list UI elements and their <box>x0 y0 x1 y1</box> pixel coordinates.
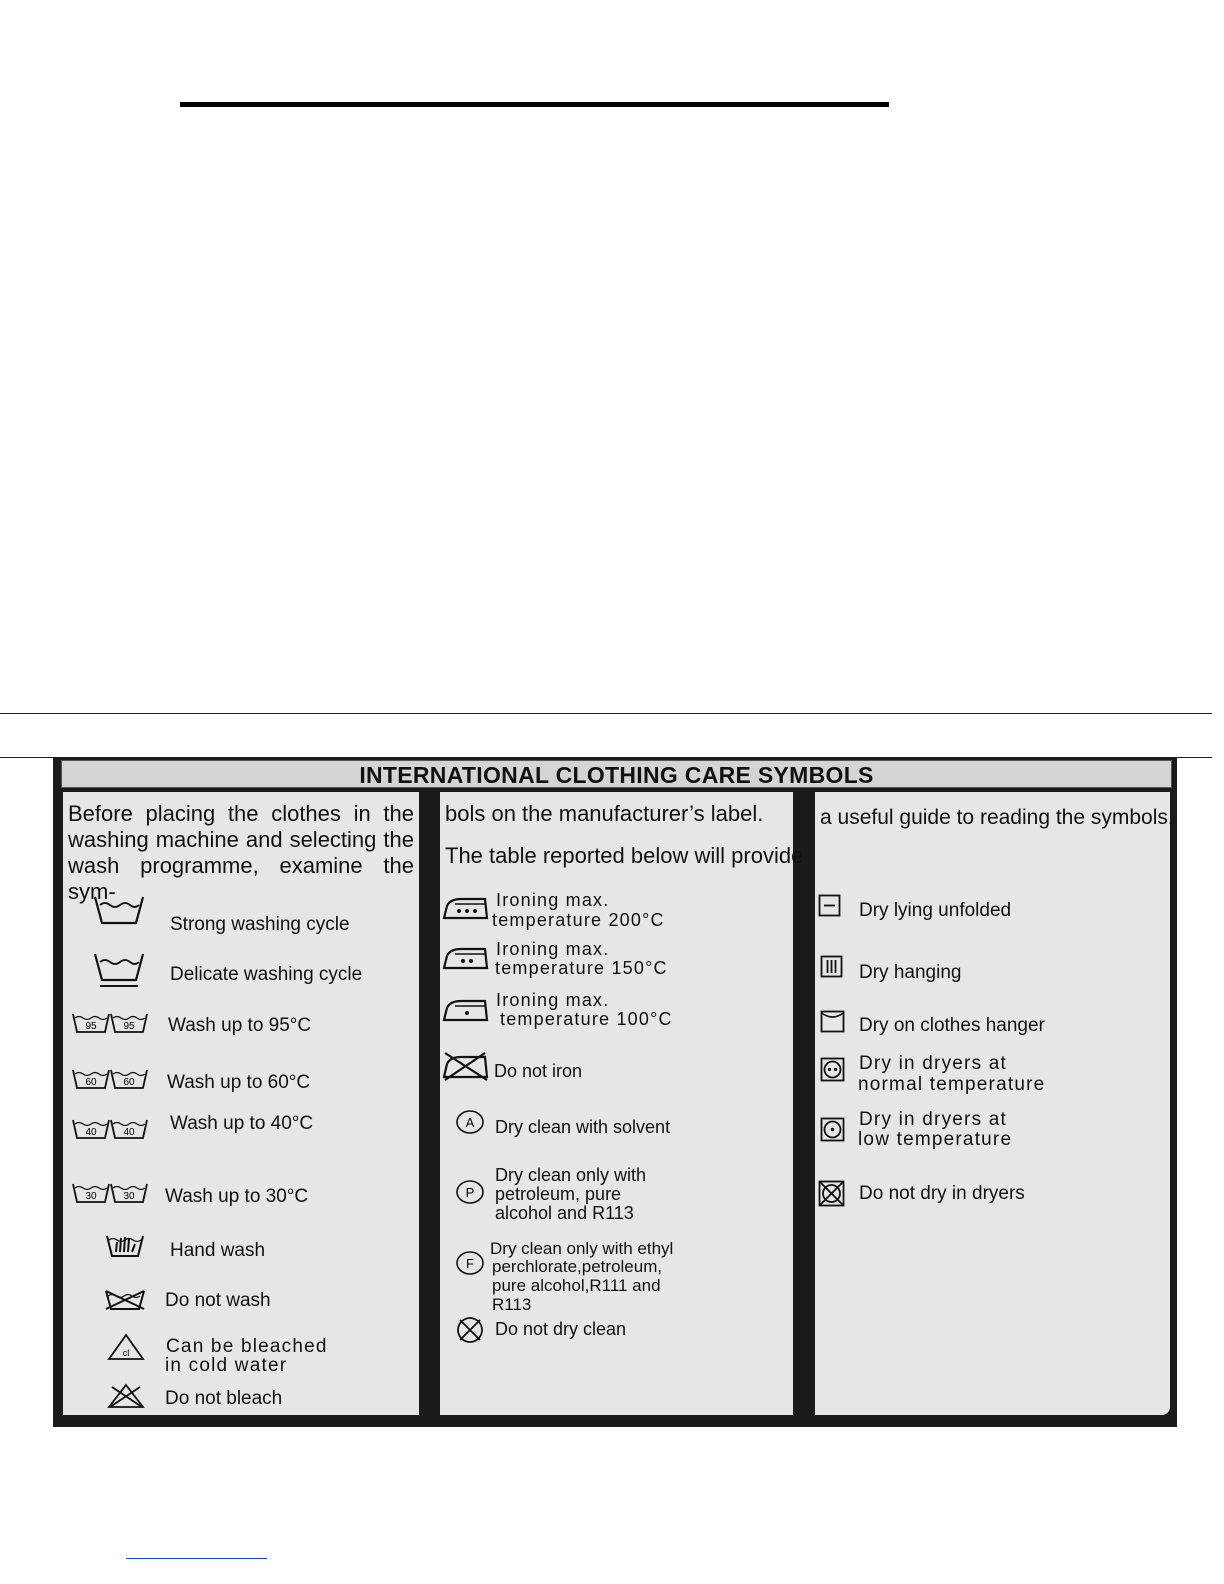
label-dry-flat: Dry lying unfolded <box>859 900 1012 921</box>
hand-wash-icon <box>105 1230 145 1260</box>
label-delicate-wash: Delicate washing cycle <box>170 964 363 985</box>
panel-title: INTERNATIONAL CLOTHING CARE SYMBOLS <box>61 760 1172 788</box>
label-dry-clean-ethyl: Dry clean only with ethyl <box>490 1239 674 1258</box>
label-iron-200: temperature 200°C <box>492 910 665 930</box>
temp-mark: 30 <box>123 1191 135 1202</box>
temp-mark: 40 <box>123 1127 135 1138</box>
label-wash-95: Wash up to 95°C <box>168 1015 312 1036</box>
do-not-dry-clean-icon <box>455 1316 485 1344</box>
label-dry-clean-petroleum: Dry clean only with <box>495 1165 647 1185</box>
tumble-dry-low-icon <box>820 1117 846 1143</box>
label-bleach-cold: Can be bleached <box>166 1336 328 1357</box>
temp-mark: 95 <box>123 1021 135 1032</box>
dry-hanger-icon <box>820 1010 846 1034</box>
iron-150-icon <box>441 945 489 971</box>
label-hand-wash: Hand wash <box>170 1240 266 1261</box>
tumble-dry-normal-icon <box>820 1057 846 1083</box>
temp-mark: 60 <box>85 1077 97 1088</box>
temp-mark: 95 <box>85 1021 97 1032</box>
wash-40-icon <box>72 1118 148 1140</box>
label-iron-100: Ironing max. <box>496 990 610 1010</box>
do-not-bleach-icon <box>106 1383 146 1409</box>
dry-clean-mark: P <box>465 1185 475 1200</box>
label-dryer-normal: Dry in dryers at <box>859 1053 1008 1074</box>
dry-clean-mark: A <box>465 1115 475 1130</box>
label-do-not-tumble-dry: Do not dry in dryers <box>859 1183 1025 1204</box>
header-rule <box>180 102 889 107</box>
temp-mark: 60 <box>123 1077 135 1088</box>
label-dry-clean-solvent: Dry clean with solvent <box>495 1117 671 1137</box>
label-iron-150: Ironing max. <box>496 939 610 959</box>
intro-text: Before placing the clothes in the washing machine and selecting the wash programme, examine the sym- <box>68 801 414 904</box>
iron-200-icon <box>441 895 489 921</box>
column-drying <box>815 792 1170 1415</box>
do-not-wash-icon <box>103 1288 147 1312</box>
intro-text: The table reported below will provide <box>445 843 804 868</box>
dry-clean-p-icon <box>456 1179 486 1205</box>
label-dryer-low: Dry in dryers at <box>859 1109 1008 1130</box>
label-strong-wash: Strong washing cycle <box>170 914 350 935</box>
label-iron-100: temperature 100°C <box>500 1009 673 1029</box>
dry-clean-a-icon <box>456 1109 486 1135</box>
label-dryer-low: low temperature <box>858 1129 1013 1150</box>
label-dry-clean-ethyl: perchlorate,petroleum, <box>492 1257 663 1276</box>
do-not-tumble-dry-icon <box>818 1180 846 1208</box>
bleach-triangle-icon <box>107 1333 145 1361</box>
divider-line <box>0 713 1212 714</box>
dry-clean-f-icon <box>456 1250 486 1276</box>
label-do-not-wash: Do not wash <box>165 1290 271 1311</box>
wash-60-icon <box>72 1068 148 1090</box>
intro-text: bols on the manufacturer’s label. <box>445 801 764 826</box>
wash-tub-icon <box>92 893 146 927</box>
label-iron-200: Ironing max. <box>496 890 610 910</box>
temp-mark: 40 <box>85 1127 97 1138</box>
label-dryer-normal: normal temperature <box>858 1074 1046 1095</box>
label-do-not-bleach: Do not bleach <box>165 1388 283 1409</box>
label-do-not-dry-clean: Do not dry clean <box>495 1319 627 1339</box>
temp-mark: 30 <box>85 1191 97 1202</box>
label-dry-clean-ethyl: R113 <box>492 1295 532 1314</box>
label-dry-clean-petroleum: petroleum, pure <box>495 1184 622 1204</box>
intro-text: a useful guide to reading the symbols. <box>820 806 1174 829</box>
label-dry-hanging: Dry hanging <box>859 962 962 983</box>
label-iron-150: temperature 150°C <box>495 958 668 978</box>
dry-clean-mark: F <box>466 1256 474 1271</box>
dry-flat-icon <box>818 894 842 918</box>
label-dry-clean-ethyl: pure alcohol,R111 and <box>492 1276 661 1295</box>
footnote-rule <box>126 1558 267 1559</box>
label-wash-60: Wash up to 60°C <box>167 1072 311 1093</box>
bleach-mark: cl <box>122 1348 130 1358</box>
do-not-iron-icon <box>441 1051 489 1081</box>
label-dry-clean-petroleum: alcohol and R113 <box>495 1203 634 1223</box>
label-wash-30: Wash up to 30°C <box>165 1186 309 1207</box>
iron-100-icon <box>441 997 489 1023</box>
label-bleach-cold: in cold water <box>165 1355 288 1376</box>
label-dry-hanger: Dry on clothes hanger <box>859 1015 1045 1036</box>
label-do-not-iron: Do not iron <box>494 1061 583 1081</box>
label-wash-40: Wash up to 40°C <box>170 1113 314 1134</box>
wash-tub-delicate-icon <box>92 950 146 990</box>
wash-30-icon <box>72 1182 148 1204</box>
dry-hanging-icon <box>820 955 844 979</box>
wash-95-icon <box>72 1012 148 1034</box>
